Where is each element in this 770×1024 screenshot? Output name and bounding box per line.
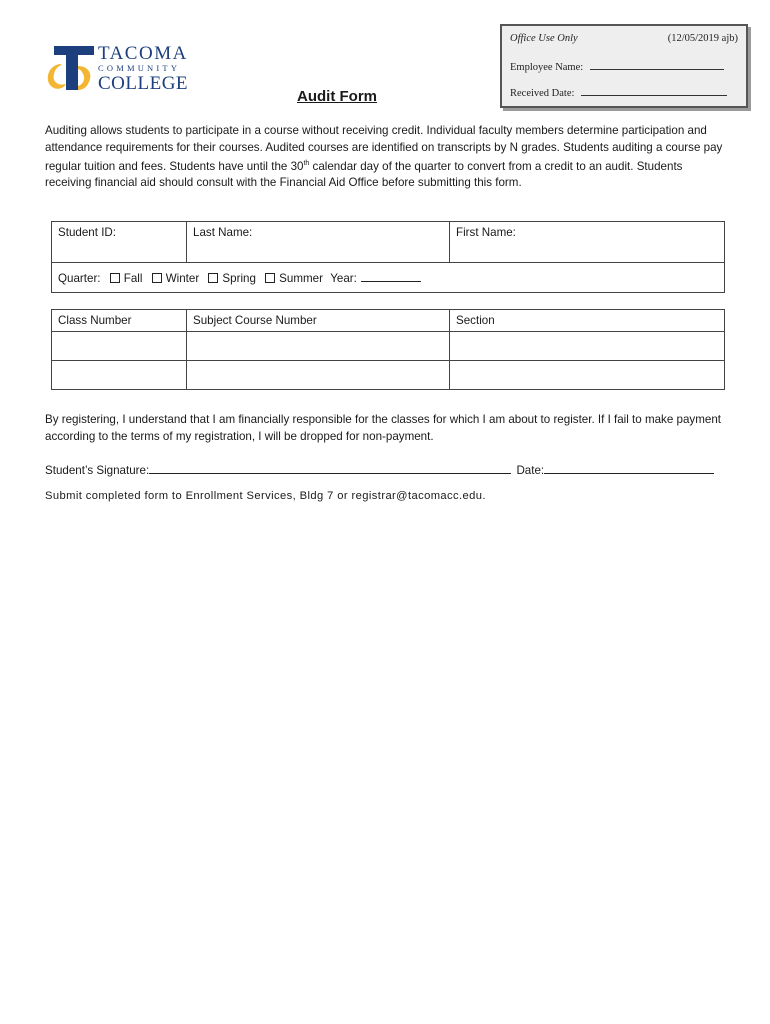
submit-instructions: Submit completed form to Enrollment Services, Bldg 7 or registrar@tacomacc.edu. <box>45 490 486 502</box>
summer-label: Summer <box>279 271 323 285</box>
year-field[interactable] <box>361 271 421 282</box>
section-header: Section <box>450 310 725 332</box>
subject-course-number-header: Subject Course Number <box>187 310 450 332</box>
intro-text-1: Auditing allows students to participate in a course without receiving credit. Individual faculty members determine participation and attendance requirements for their courses. Audited courses are identified on transcripts by N grades. Students auditing a course pay regular tuition and fees. Students have until the 30 <box>45 124 723 173</box>
form-title-wrap <box>0 88 770 105</box>
first-name-label: First Name: <box>456 226 516 239</box>
form-title: Audit Form <box>297 88 377 105</box>
logo-line-2: COMMUNITY <box>98 63 181 73</box>
fall-label: Fall <box>123 271 143 285</box>
signature-row <box>45 462 735 477</box>
spring-label: Spring <box>222 271 256 285</box>
section-cell[interactable] <box>450 332 725 361</box>
intro-paragraph <box>45 123 725 192</box>
class-table <box>51 309 725 390</box>
spring-checkbox[interactable] <box>208 273 218 283</box>
last-name-cell[interactable] <box>187 222 450 263</box>
employee-name-label: Employee Name: <box>510 62 584 73</box>
financial-responsibility-text: By registering, I understand that I am financially responsible for the classes for which I am about to register. If I fail to make payment according to the terms of my registration, I will be dropped for non-payment. <box>45 413 721 443</box>
fall-checkbox[interactable] <box>110 273 120 283</box>
class-number-cell[interactable] <box>52 361 187 390</box>
logo-line-3: COLLEGE <box>98 73 189 94</box>
intro-superscript: th <box>303 160 310 167</box>
section-cell[interactable] <box>450 361 725 390</box>
date-field[interactable] <box>544 462 714 474</box>
summer-checkbox[interactable] <box>265 273 275 283</box>
received-date-label: Received Date: <box>510 88 575 99</box>
winter-label: Winter <box>165 271 200 285</box>
date-label: Date: <box>516 464 545 477</box>
office-use-title: Office Use Only <box>510 33 578 44</box>
employee-name-row <box>510 59 724 73</box>
subject-course-number-cell[interactable] <box>187 361 450 390</box>
quarter-row <box>52 263 725 293</box>
student-id-label: Student ID: <box>58 226 117 239</box>
year-label: Year: <box>330 271 357 285</box>
student-info-table <box>51 221 725 293</box>
student-id-cell[interactable] <box>52 222 187 263</box>
office-use-code: (12/05/2019 ajb) <box>667 33 738 44</box>
winter-checkbox[interactable] <box>152 273 162 283</box>
intro-text-2: calendar day of the quarter to convert from a credit to an audit. Students receiving financial aid should consult with the Financial Aid Office before submitting this form. <box>45 159 683 190</box>
first-name-cell[interactable] <box>450 222 725 263</box>
logo-line-1: TACOMA <box>98 43 188 64</box>
subject-course-number-cell[interactable] <box>187 332 450 361</box>
signature-label: Student’s Signature: <box>45 464 150 477</box>
quarter-label: Quarter: <box>58 271 101 285</box>
employee-name-field[interactable] <box>590 59 724 70</box>
class-number-header: Class Number <box>52 310 187 332</box>
logo-text <box>98 44 188 93</box>
signature-field[interactable] <box>149 462 511 474</box>
class-number-cell[interactable] <box>52 332 187 361</box>
last-name-label: Last Name: <box>193 226 253 239</box>
